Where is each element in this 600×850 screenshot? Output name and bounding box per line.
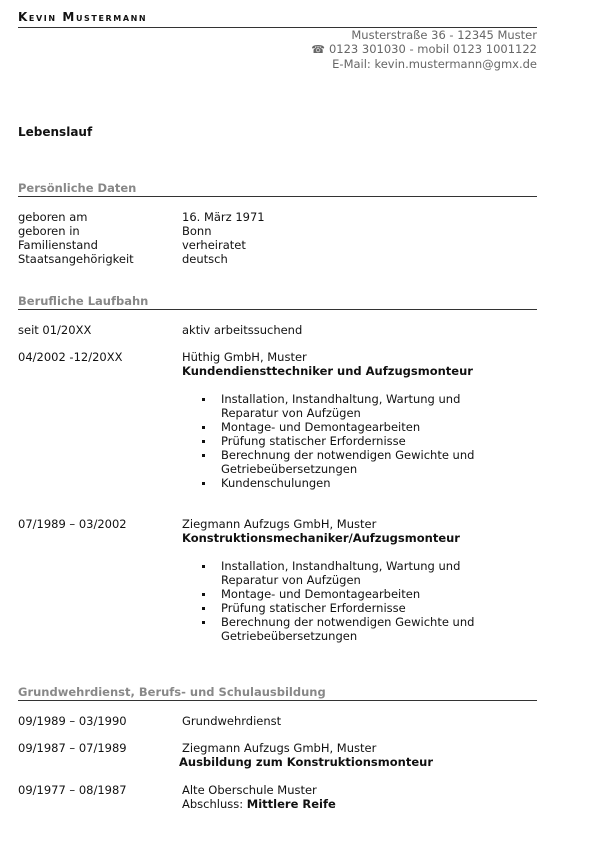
bullet-icon xyxy=(202,454,205,457)
entry-date: 09/1989 – 03/1990 xyxy=(18,714,127,728)
bullet-icon xyxy=(202,621,205,624)
bullet-icon xyxy=(202,482,205,485)
row-label: geboren in xyxy=(18,224,80,238)
list-item: Prüfung statischer Erfordernisse xyxy=(202,601,520,615)
bullet-icon xyxy=(202,565,205,568)
list-item: Montage- und Demontagearbeiten xyxy=(202,587,520,601)
document-title: Lebenslauf xyxy=(18,125,93,139)
email[interactable]: E-Mail: kevin.mustermann@gmx.de xyxy=(332,57,537,71)
phone-line xyxy=(311,42,537,57)
list-item: Berechnung der notwendigen Gewichte und Getriebeübersetzungen xyxy=(202,615,520,643)
degree: Mittlere Reife xyxy=(246,797,336,811)
entry-text: aktiv arbeitssuchend xyxy=(182,323,303,337)
degree-line xyxy=(182,797,537,811)
entry-text xyxy=(182,783,537,811)
entry-text xyxy=(182,517,537,545)
training-title: Ausbildung zum Konstruktionsmonteur xyxy=(179,755,433,769)
row-label: Familienstand xyxy=(18,238,98,252)
institution: Ziegmann Aufzugs GmbH, Muster xyxy=(182,741,377,755)
bullet-icon xyxy=(202,398,205,401)
task-list xyxy=(202,559,520,643)
section-heading-personal: Persönliche Daten xyxy=(18,181,537,197)
phone-numbers: 0123 301030 - mobil 0123 1001122 xyxy=(328,42,537,56)
address: Musterstraße 36 - 12345 Muster xyxy=(351,28,537,42)
list-item: Prüfung statischer Erfordernisse xyxy=(202,434,520,448)
contact-block xyxy=(311,28,537,71)
entry-date: seit 01/20XX xyxy=(18,323,92,337)
entry-text xyxy=(179,741,537,769)
section-heading-career: Berufliche Laufbahn xyxy=(18,294,537,310)
entry-date: 09/1977 – 08/1987 xyxy=(18,783,127,797)
applicant-name: Kevin Mustermann xyxy=(18,10,148,24)
row-value: deutsch xyxy=(182,252,228,266)
list-item: Kundenschulungen xyxy=(202,476,520,490)
employer: Ziegmann Aufzugs GmbH, Muster xyxy=(182,517,377,531)
bullet-icon xyxy=(202,607,205,610)
entry-text xyxy=(182,350,537,378)
entry-date: 04/2002 -12/20XX xyxy=(18,350,123,364)
job-title: Konstruktionsmechaniker/Aufzugsmonteur xyxy=(182,531,460,545)
entry-date: 09/1987 – 07/1989 xyxy=(18,741,127,755)
list-item: Berechnung der notwendigen Gewichte und Getriebeübersetzungen xyxy=(202,448,520,476)
row-label: geboren am xyxy=(18,210,88,224)
bullet-icon xyxy=(202,440,205,443)
entry-text: Grundwehrdienst xyxy=(182,714,282,728)
row-label: Staatsangehörigkeit xyxy=(18,252,134,266)
section-heading-education: Grundwehrdienst, Berufs- und Schulausbildung xyxy=(18,685,537,701)
row-value: Bonn xyxy=(182,224,212,238)
task-list xyxy=(202,392,520,490)
entry-date: 07/1989 – 03/2002 xyxy=(18,517,127,531)
employer: Hüthig GmbH, Muster xyxy=(182,350,307,364)
job-title: Kundendiensttechniker und Aufzugsmonteur xyxy=(182,364,473,378)
list-item: Montage- und Demontagearbeiten xyxy=(202,420,520,434)
phone-icon: ☎ xyxy=(311,43,325,56)
row-value: verheiratet xyxy=(182,238,246,252)
list-item: Installation, Instandhaltung, Wartung und Reparatur von Aufzügen xyxy=(202,559,520,587)
degree-prefix: Abschluss: xyxy=(182,797,247,811)
row-value: 16. März 1971 xyxy=(182,210,265,224)
bullet-icon xyxy=(202,426,205,429)
institution: Alte Oberschule Muster xyxy=(182,783,317,797)
bullet-icon xyxy=(202,593,205,596)
list-item: Installation, Instandhaltung, Wartung und Reparatur von Aufzügen xyxy=(202,392,520,420)
